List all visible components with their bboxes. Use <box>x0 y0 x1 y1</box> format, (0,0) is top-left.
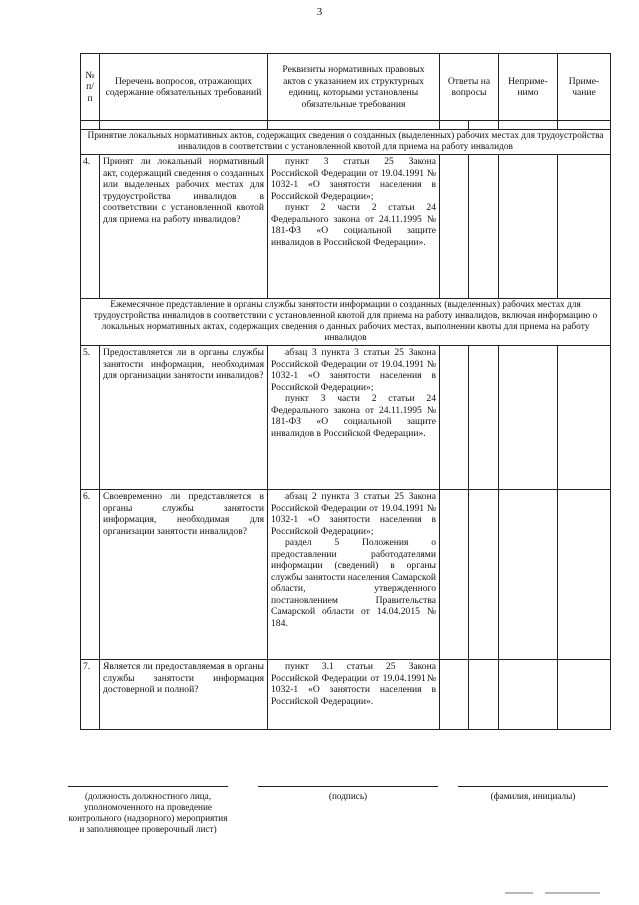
row-question: Своевременно ли представляется в органы службы занятости информация, необходимая для организации занятости инвалидов? <box>100 490 268 660</box>
answer-cell[interactable] <box>440 346 469 490</box>
position-line <box>68 786 228 787</box>
row-number: 4. <box>81 155 100 299</box>
not-applicable-cell[interactable] <box>499 346 558 490</box>
requisite-ref: пункт 3 статьи 25 Закона Российской Федерации от 19.04.1991 № 1032-1 «О занятости населения в Российской Федерации»; <box>271 156 436 202</box>
position-caption: (должность должностного лица, уполномоченного на проведение контрольного (надзорного) мероприятия и заполняющее проверочный лист) <box>68 791 228 834</box>
requisite-ref: пункт 2 части 2 статьи 24 Федерального закона от 24.11.1995 № 181-ФЗ «О социальной защите инвалидов в Российской Федерации». <box>271 202 436 248</box>
name-line <box>458 786 608 787</box>
table-row <box>81 490 611 660</box>
row-requisites <box>268 490 440 660</box>
answer-cell[interactable] <box>469 155 499 299</box>
row-question: Принят ли локальный нормативный акт, содержащий сведения о созданных или выделеных рабочих местах для трудоустройства инвалидов в соответствии с установленной квотой для приема на работу инвалидов? <box>100 155 268 299</box>
answer-cell[interactable] <box>469 660 499 730</box>
scan-mark <box>545 892 600 894</box>
header-spacer-row <box>81 121 611 130</box>
table-header-row <box>81 54 611 121</box>
row-question: Является ли предоставляемая в органы службы занятости информация достоверной и полной? <box>100 660 268 730</box>
row-number: 6. <box>81 490 100 660</box>
answer-cell[interactable] <box>440 155 469 299</box>
answer-cell[interactable] <box>440 490 469 660</box>
table-row <box>81 660 611 730</box>
note-cell[interactable] <box>558 660 611 730</box>
signature-line <box>258 786 438 787</box>
signature-block <box>68 786 608 856</box>
scan-mark <box>505 892 533 894</box>
requisite-ref: пункт 3 части 2 статьи 24 Федерального закона от 24.11.1995 № 181-ФЗ «О социальной защите инвалидов в Российской Федерации». <box>271 393 436 439</box>
row-requisites <box>268 346 440 490</box>
not-applicable-cell[interactable] <box>499 490 558 660</box>
checklist-table <box>80 53 611 730</box>
note-cell[interactable] <box>558 155 611 299</box>
header-not-applicable: Неприме-нимо <box>499 54 558 121</box>
requisite-ref: пункт 3.1 статьи 25 Закона Российской Федерации от 19.04.1991№ 1032-1 «О занятости населения в Российской Федерации». <box>271 661 436 707</box>
requisite-ref: абзац 3 пункта 3 статьи 25 Закона Российской Федерации от 19.04.1991 № 1032-1 «О занятости населения в Российской Федерации»; <box>271 347 436 393</box>
requisite-ref: раздел 5 Положения о предоставлении работодателями информации (сведений) в органы службы занятости населения Самарской области, утвержденного постановлением Правительства Самарской области от 14.04.2015 № 184. <box>271 537 436 629</box>
note-cell[interactable] <box>558 490 611 660</box>
answer-cell[interactable] <box>469 346 499 490</box>
section-title-row <box>81 130 611 155</box>
header-num: № п/п <box>81 54 100 121</box>
section-title: Принятие локальных нормативных актов, содержащих сведения о созданных (выделенных) рабочих местах для трудоустройства инвалидов в соответствии с установленной квотой для приема на работу инвалидов <box>81 130 611 155</box>
section-title-row <box>81 299 611 346</box>
header-note: Приме-чание <box>558 54 611 121</box>
table-row <box>81 155 611 299</box>
section-title: Ежемесячное представление в органы службы занятости информации о созданных (выделенных) рабочих местах для трудоустройства инвалидов в соответствии с установленной квотой для приема на работу инвалидов, включая информацию о локальных нормативных актах, содержащих сведения о данных рабочих местах, выполнении квоты для приема на работу инвалидов <box>81 299 611 346</box>
requisite-ref: абзац 2 пункта 3 статьи 25 Закона Российской Федерации от 19.04.1991 № 1032-1 «О занятости населения в Российской Федерации»; <box>271 491 436 537</box>
row-question: Предоставляется ли в органы службы занятости информация, необходимая для организации занятости инвалидов? <box>100 346 268 490</box>
row-number: 7. <box>81 660 100 730</box>
answer-cell[interactable] <box>469 490 499 660</box>
row-number: 5. <box>81 346 100 490</box>
header-questions: Перечень вопросов, отражающих содержание обязательных требований <box>100 54 268 121</box>
row-requisites <box>268 660 440 730</box>
table-row <box>81 346 611 490</box>
answer-cell[interactable] <box>440 660 469 730</box>
not-applicable-cell[interactable] <box>499 660 558 730</box>
header-answers: Ответы на вопросы <box>440 54 499 121</box>
row-requisites <box>268 155 440 299</box>
page-number: 3 <box>316 6 323 18</box>
note-cell[interactable] <box>558 346 611 490</box>
name-caption: (фамилия, инициалы) <box>490 791 576 801</box>
not-applicable-cell[interactable] <box>499 155 558 299</box>
header-requisites: Реквизиты нормативных правовых актов с указанием их структурных единиц, которыми установлены обязательные требования <box>268 54 440 121</box>
signature-caption: (подпись) <box>328 791 368 801</box>
